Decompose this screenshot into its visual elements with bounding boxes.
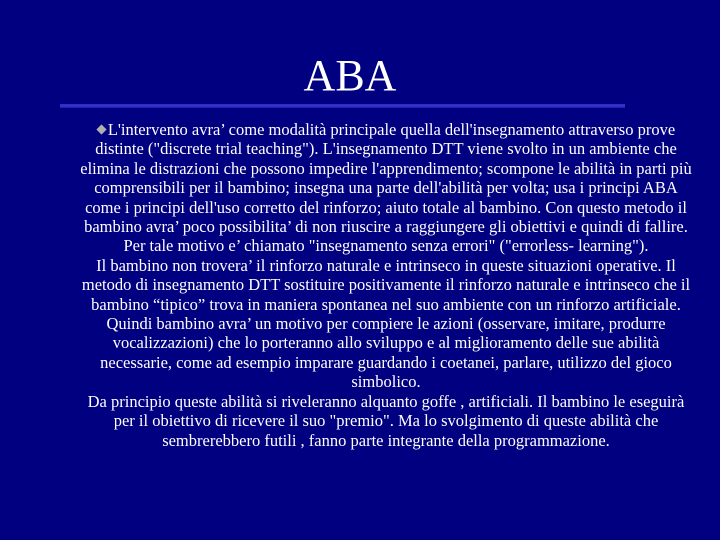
slide-body: [76, 120, 696, 450]
paragraph-1: [76, 120, 696, 256]
paragraph-3: Da principio queste abilità si riveleranno alquanto goffe , artificiali. Il bambino le eseguirà per il obiettivo di ricevere il suo "premio". Ma lo svolgimento di queste abilità che sembrerebbero futili , fanno parte integrante della programmazione.: [87, 391, 685, 450]
title-underline: [60, 104, 625, 108]
paragraph-2: Il bambino non trovera’ il rinforzo naturale e intrinseco in queste situazioni operative. Il metodo di insegnamento DTT sostituire positivamente il rinforzo naturale e intrinseco che il bambino “tipico” trova in maniera spontanea nel suo ambiente con un rinforzo artificiale. Quindi bambino avra’ un motivo per compiere le azioni (osservare, imitare, produrre vocalizzazioni) che lo porteranno allo sviluppo e al miglioramento delle sue abilità necessarie, come ad esempio imparare guardando i coetanei, parlare, utilizzo del gioco simbolico.: [81, 255, 691, 392]
paragraph-1-text: L'intervento avra’ come modalità principale quella dell'insegnamento attraverso prove distinte ("discrete trial teaching"). L'insegnamento DTT viene svolto in un ambiente che elimina le distrazioni che possono impedire l'apprendimento; scompone le abilità in parti più comprensibili per il bambino; insegna una parte dell'abilità per volta; usa i principi ABA come i principi dell'uso corretto del rinforzo; aiuto totale al bambino. Con questo metodo il bambino avra’ poco possibilita’ di non riuscire a raggiungere gli obiettivi e quindi di fallire. Per tale motivo e’ chiamato "insegnamento senza errori" ("errorless- learning").: [80, 120, 692, 256]
slide-title: ABA: [303, 51, 397, 100]
diamond-bullet-icon: [96, 124, 106, 134]
